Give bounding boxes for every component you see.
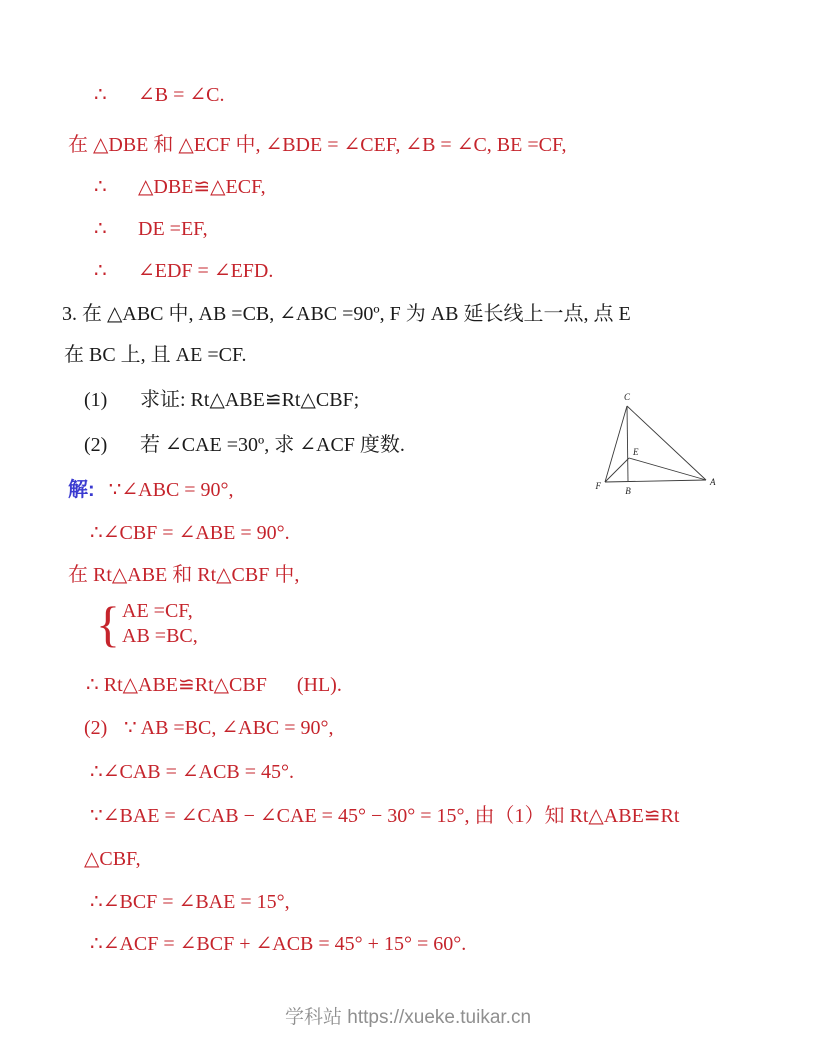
item-text: 若 ∠CAE =30º, 求 ∠ACF 度数. (140, 434, 405, 456)
proof-line (68, 132, 567, 158)
vertex-label-E: E (633, 447, 639, 457)
item-text: 求证: Rt△ABE≌Rt△CBF; (140, 389, 360, 411)
system-equation-1: AE =CF, (122, 600, 193, 622)
solution-text: ∵ AB =BC, ∠ABC = 90°, (124, 717, 334, 739)
item-number: (1) (84, 389, 108, 411)
therefore-symbol: ∴ (94, 84, 107, 106)
solution-text: ∴∠ACF = ∠BCF + ∠ACB = 45° + 15° = 60°. (90, 933, 467, 955)
vertex-label-B: B (625, 486, 631, 496)
segment-CB (627, 406, 628, 481)
proof-text: 在 △DBE 和 △ECF 中, ∠BDE = ∠CEF, ∠B = ∠C, BE =CF, (68, 134, 567, 156)
solution-line (84, 846, 141, 872)
proof-text: ∠B = ∠C. (138, 84, 225, 106)
solution-text: ∴∠CBF = ∠ABE = 90°. (90, 522, 290, 544)
solution-line (90, 803, 679, 829)
proof-line (94, 82, 224, 108)
solution-line (90, 759, 294, 785)
triangle-diagram (573, 383, 751, 501)
solution-line (68, 477, 234, 503)
triangle-figure (573, 383, 751, 506)
vertex-label-C: C (623, 392, 631, 402)
footer-site-link[interactable]: 学科站 https://xueke.tuikar.cn (284, 1007, 532, 1028)
equation-system (96, 596, 198, 652)
problem-text: 在 BC 上, 且 AE =CF. (64, 344, 247, 366)
item-number: (2) (84, 717, 108, 739)
therefore-symbol: ∴ (94, 260, 107, 282)
solution-text: ∵∠ABC = 90°, (108, 479, 234, 501)
solution-line (90, 889, 290, 915)
jie-label: 解: (68, 479, 95, 501)
left-brace-symbol: { (96, 596, 120, 652)
solution-text: ∴∠CAB = ∠ACB = 45°. (90, 761, 295, 783)
solution-text: 在 Rt△ABE 和 Rt△CBF 中, (68, 564, 300, 586)
solution-line (68, 562, 299, 588)
vertex-label-A: A (710, 477, 716, 487)
solution-text: ∴ Rt△ABE≌Rt△CBF (86, 674, 267, 696)
proof-line (94, 258, 273, 284)
proof-text: △DBE≌△ECF, (138, 176, 266, 198)
problem-statement-line (64, 342, 246, 368)
solution-text: △CBF, (84, 848, 141, 870)
vertex-label-F: F (595, 481, 601, 491)
therefore-symbol: ∴ (94, 218, 107, 240)
problem-item-1 (84, 387, 359, 413)
solution-text: ∵∠BAE = ∠CAB − ∠CAE = 45° − 30° = 15°, 由（1）知 Rt△ABE≌Rt (90, 805, 680, 827)
proof-line (94, 174, 266, 200)
congruence-reason-tag: (HL). (296, 674, 342, 696)
solution-line (90, 931, 466, 957)
segment-FA (605, 480, 706, 482)
problem-text: 3. 在 △ABC 中, AB =CB, ∠ABC =90º, F 为 AB 延长线上一点, 点 E (62, 303, 631, 325)
solution-text: ∴∠BCF = ∠BAE = 15°, (90, 891, 290, 913)
therefore-symbol: ∴ (94, 176, 107, 198)
problem-statement-line (62, 301, 631, 327)
problem-item-2 (84, 432, 405, 458)
item-number: (2) (84, 434, 108, 456)
proof-line (94, 216, 208, 242)
proof-text: DE =EF, (138, 218, 208, 240)
footer-watermark (0, 1002, 816, 1029)
proof-text: ∠EDF = ∠EFD. (138, 260, 274, 282)
solution-line (86, 672, 342, 698)
solution-line (90, 520, 290, 546)
system-equation-2: AB =BC, (122, 625, 198, 647)
solution-part-2-line (84, 715, 334, 741)
